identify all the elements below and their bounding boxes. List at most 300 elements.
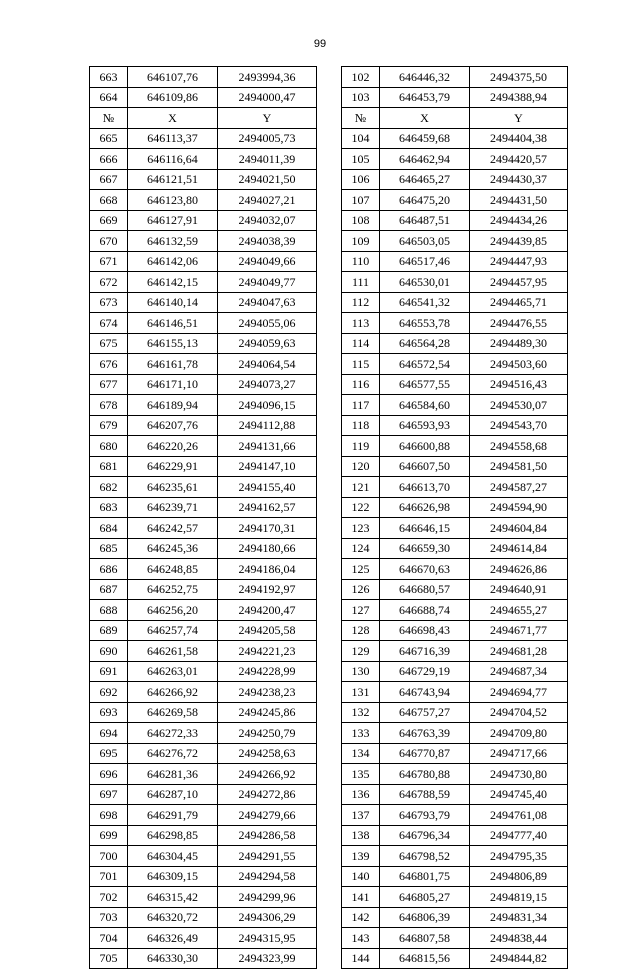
coord-x: 646793,79 [380, 805, 470, 826]
coord-x: 646146,51 [128, 313, 218, 334]
table-row [90, 579, 568, 600]
column-gap [317, 928, 342, 949]
column-gap [317, 825, 342, 846]
coord-x: 646161,78 [128, 354, 218, 375]
coord-x: 646475,20 [380, 190, 470, 211]
coord-y: 2494011,39 [218, 149, 317, 170]
coord-x: 646770,87 [380, 743, 470, 764]
point-number: 126 [342, 579, 380, 600]
point-number: 681 [90, 456, 128, 477]
coord-y: 2494170,31 [218, 518, 317, 539]
coord-x: 646517,46 [380, 251, 470, 272]
coord-y: 2494032,07 [218, 210, 317, 231]
table-row [90, 866, 568, 887]
coord-y: 2494831,34 [470, 907, 568, 928]
column-gap [317, 456, 342, 477]
coord-y: 2494503,60 [470, 354, 568, 375]
coord-y: 2494315,95 [218, 928, 317, 949]
column-gap [317, 108, 342, 129]
point-number: 142 [342, 907, 380, 928]
coord-x: 646659,30 [380, 538, 470, 559]
point-number: 103 [342, 87, 380, 108]
column-gap [317, 415, 342, 436]
point-number: 129 [342, 641, 380, 662]
coord-y: 2494294,58 [218, 866, 317, 887]
column-gap [317, 661, 342, 682]
column-gap [317, 518, 342, 539]
coord-y: 2494431,50 [470, 190, 568, 211]
table-row [90, 825, 568, 846]
coord-x: 646113,37 [128, 128, 218, 149]
column-gap [317, 169, 342, 190]
coord-y: 2494205,58 [218, 620, 317, 641]
coord-x: 646680,57 [380, 579, 470, 600]
point-number: 131 [342, 682, 380, 703]
header-row [90, 108, 568, 129]
table-row [90, 190, 568, 211]
coord-x: 646805,27 [380, 887, 470, 908]
coord-y: 2494245,86 [218, 702, 317, 723]
table-row [90, 887, 568, 908]
point-number: 691 [90, 661, 128, 682]
point-number: 119 [342, 436, 380, 457]
coord-y: 2494279,66 [218, 805, 317, 826]
header-y: Y [218, 108, 317, 129]
column-gap [317, 251, 342, 272]
point-number: 674 [90, 313, 128, 334]
coord-x: 646613,70 [380, 477, 470, 498]
table-row [90, 436, 568, 457]
coord-x: 646716,39 [380, 641, 470, 662]
coord-x: 646272,33 [128, 723, 218, 744]
coord-y: 2494258,63 [218, 743, 317, 764]
coord-y: 2494530,07 [470, 395, 568, 416]
coord-y: 2494795,35 [470, 846, 568, 867]
coord-x: 646309,15 [128, 866, 218, 887]
coord-x: 646171,10 [128, 374, 218, 395]
coord-x: 646801,75 [380, 866, 470, 887]
coord-y: 2494717,66 [470, 743, 568, 764]
coord-x: 646688,74 [380, 600, 470, 621]
coord-x: 646553,78 [380, 313, 470, 334]
point-number: 668 [90, 190, 128, 211]
coord-x: 646593,93 [380, 415, 470, 436]
point-number: 143 [342, 928, 380, 949]
point-number: 118 [342, 415, 380, 436]
column-gap [317, 559, 342, 580]
point-number: 124 [342, 538, 380, 559]
coord-y: 2494112,88 [218, 415, 317, 436]
table-row [90, 67, 568, 88]
coord-x: 646298,85 [128, 825, 218, 846]
coord-x: 646256,20 [128, 600, 218, 621]
coord-y: 2494375,50 [470, 67, 568, 88]
coord-y: 2494404,38 [470, 128, 568, 149]
coord-x: 646487,51 [380, 210, 470, 231]
coord-x: 646465,27 [380, 169, 470, 190]
coord-y: 2494594,90 [470, 497, 568, 518]
point-number: 123 [342, 518, 380, 539]
table-row [90, 682, 568, 703]
point-number: 108 [342, 210, 380, 231]
column-gap [317, 436, 342, 457]
coord-y: 2494005,73 [218, 128, 317, 149]
coord-y: 2494162,57 [218, 497, 317, 518]
coord-y: 2494200,47 [218, 600, 317, 621]
coord-y: 2494049,66 [218, 251, 317, 272]
point-number: 672 [90, 272, 128, 293]
table-row [90, 743, 568, 764]
table-row [90, 251, 568, 272]
table-row [90, 333, 568, 354]
column-gap [317, 149, 342, 170]
coord-y: 2494430,37 [470, 169, 568, 190]
coord-x: 646121,51 [128, 169, 218, 190]
point-number: 104 [342, 128, 380, 149]
point-number: 140 [342, 866, 380, 887]
column-gap [317, 231, 342, 252]
coord-y: 2494709,80 [470, 723, 568, 744]
coord-x: 646503,05 [380, 231, 470, 252]
coord-x: 646116,64 [128, 149, 218, 170]
coord-y: 2494587,27 [470, 477, 568, 498]
coord-y: 2494228,99 [218, 661, 317, 682]
point-number: 112 [342, 292, 380, 313]
point-number: 686 [90, 559, 128, 580]
coord-x: 646220,26 [128, 436, 218, 457]
coord-y: 2494777,40 [470, 825, 568, 846]
coord-y: 2494516,43 [470, 374, 568, 395]
coord-x: 646326,49 [128, 928, 218, 949]
coord-y: 2494221,23 [218, 641, 317, 662]
column-gap [317, 641, 342, 662]
table-row [90, 169, 568, 190]
point-number: 675 [90, 333, 128, 354]
point-number: 109 [342, 231, 380, 252]
coord-y: 2494761,08 [470, 805, 568, 826]
point-number: 704 [90, 928, 128, 949]
table-body [90, 128, 568, 969]
column-gap [317, 87, 342, 108]
coord-x: 646239,71 [128, 497, 218, 518]
table-row [90, 149, 568, 170]
coord-y: 2494730,80 [470, 764, 568, 785]
coord-y: 2494745,40 [470, 784, 568, 805]
point-number: 683 [90, 497, 128, 518]
point-number: 114 [342, 333, 380, 354]
point-number: 139 [342, 846, 380, 867]
coord-x: 646248,85 [128, 559, 218, 580]
coord-x: 646261,58 [128, 641, 218, 662]
coord-x: 646577,55 [380, 374, 470, 395]
table-row [90, 518, 568, 539]
coord-x: 646815,56 [380, 948, 470, 969]
column-gap [317, 538, 342, 559]
coord-x: 646807,58 [380, 928, 470, 949]
point-number: 695 [90, 743, 128, 764]
point-number: 692 [90, 682, 128, 703]
table-row [90, 292, 568, 313]
coord-y: 2494439,85 [470, 231, 568, 252]
coord-y: 2494306,29 [218, 907, 317, 928]
point-number: 685 [90, 538, 128, 559]
coord-x: 646796,34 [380, 825, 470, 846]
coord-y: 2493994,36 [218, 67, 317, 88]
coord-y: 2494447,93 [470, 251, 568, 272]
point-number: 664 [90, 87, 128, 108]
point-number: 682 [90, 477, 128, 498]
coord-x: 646763,39 [380, 723, 470, 744]
column-gap [317, 374, 342, 395]
point-number: 130 [342, 661, 380, 682]
coord-x: 646446,32 [380, 67, 470, 88]
column-gap [317, 907, 342, 928]
coord-y: 2494272,86 [218, 784, 317, 805]
coord-y: 2494681,28 [470, 641, 568, 662]
point-number: 680 [90, 436, 128, 457]
point-number: 701 [90, 866, 128, 887]
coord-x: 646155,13 [128, 333, 218, 354]
point-number: 688 [90, 600, 128, 621]
coord-y: 2494291,55 [218, 846, 317, 867]
column-gap [317, 190, 342, 211]
point-number: 703 [90, 907, 128, 928]
coord-y: 2494640,91 [470, 579, 568, 600]
point-number: 106 [342, 169, 380, 190]
table-row [90, 415, 568, 436]
page-number: 99 [313, 38, 327, 50]
point-number: 137 [342, 805, 380, 826]
point-number: 673 [90, 292, 128, 313]
coord-x: 646107,76 [128, 67, 218, 88]
header-x: X [128, 108, 218, 129]
table-row [90, 354, 568, 375]
point-number: 134 [342, 743, 380, 764]
coord-x: 646541,32 [380, 292, 470, 313]
column-gap [317, 723, 342, 744]
point-number: 105 [342, 149, 380, 170]
coord-y: 2494059,63 [218, 333, 317, 354]
column-gap [317, 682, 342, 703]
point-number: 136 [342, 784, 380, 805]
coordinates-table [89, 66, 568, 969]
point-number: 133 [342, 723, 380, 744]
coord-y: 2494626,86 [470, 559, 568, 580]
coord-y: 2494073,27 [218, 374, 317, 395]
coord-y: 2494420,57 [470, 149, 568, 170]
column-gap [317, 620, 342, 641]
coord-y: 2494180,66 [218, 538, 317, 559]
point-number: 670 [90, 231, 128, 252]
table-row [90, 374, 568, 395]
column-gap [317, 313, 342, 334]
coord-y: 2494047,63 [218, 292, 317, 313]
coord-x: 646530,01 [380, 272, 470, 293]
point-number: 671 [90, 251, 128, 272]
coord-y: 2494655,27 [470, 600, 568, 621]
coord-y: 2494155,40 [218, 477, 317, 498]
table-row [90, 87, 568, 108]
point-number: 132 [342, 702, 380, 723]
table-row [90, 723, 568, 744]
coord-x: 646798,52 [380, 846, 470, 867]
coord-y: 2494055,06 [218, 313, 317, 334]
coord-y: 2494671,77 [470, 620, 568, 641]
coord-x: 646142,06 [128, 251, 218, 272]
point-number: 116 [342, 374, 380, 395]
point-number: 666 [90, 149, 128, 170]
coord-y: 2494186,04 [218, 559, 317, 580]
coord-y: 2494465,71 [470, 292, 568, 313]
coord-x: 646276,72 [128, 743, 218, 764]
header-x: X [380, 108, 470, 129]
point-number: 138 [342, 825, 380, 846]
coord-y: 2494388,94 [470, 87, 568, 108]
table-row [90, 620, 568, 641]
table-row [90, 477, 568, 498]
coord-x: 646257,74 [128, 620, 218, 641]
point-number: 679 [90, 415, 128, 436]
coord-y: 2494704,52 [470, 702, 568, 723]
table-header [90, 108, 568, 129]
table-row [90, 928, 568, 949]
coord-y: 2494819,15 [470, 887, 568, 908]
coord-x: 646698,43 [380, 620, 470, 641]
coord-x: 646266,92 [128, 682, 218, 703]
coord-x: 646315,42 [128, 887, 218, 908]
coord-y: 2494049,77 [218, 272, 317, 293]
coord-y: 2494558,68 [470, 436, 568, 457]
point-number: 663 [90, 67, 128, 88]
column-gap [317, 354, 342, 375]
coord-x: 646626,98 [380, 497, 470, 518]
table-row [90, 661, 568, 682]
coord-x: 646269,58 [128, 702, 218, 723]
table-row [90, 764, 568, 785]
coord-y: 2494147,10 [218, 456, 317, 477]
column-gap [317, 333, 342, 354]
table-row [90, 805, 568, 826]
column-gap [317, 784, 342, 805]
coord-x: 646757,27 [380, 702, 470, 723]
column-gap [317, 210, 342, 231]
coord-x: 646806,39 [380, 907, 470, 928]
coord-x: 646320,72 [128, 907, 218, 928]
coord-x: 646788,59 [380, 784, 470, 805]
coord-y: 2494266,92 [218, 764, 317, 785]
coord-y: 2494038,39 [218, 231, 317, 252]
coord-y: 2494096,15 [218, 395, 317, 416]
coord-x: 646600,88 [380, 436, 470, 457]
table-row [90, 272, 568, 293]
point-number: 113 [342, 313, 380, 334]
coord-y: 2494844,82 [470, 948, 568, 969]
table-row [90, 538, 568, 559]
coord-x: 646287,10 [128, 784, 218, 805]
coord-x: 646123,80 [128, 190, 218, 211]
point-number: 702 [90, 887, 128, 908]
point-number: 687 [90, 579, 128, 600]
point-number: 111 [342, 272, 380, 293]
coord-x: 646607,50 [380, 456, 470, 477]
point-number: 120 [342, 456, 380, 477]
column-gap [317, 743, 342, 764]
table-row [90, 641, 568, 662]
coord-x: 646281,36 [128, 764, 218, 785]
coord-y: 2494021,50 [218, 169, 317, 190]
coord-y: 2494604,84 [470, 518, 568, 539]
table-row [90, 784, 568, 805]
coord-x: 646304,45 [128, 846, 218, 867]
point-number: 102 [342, 67, 380, 88]
point-number: 110 [342, 251, 380, 272]
column-gap [317, 887, 342, 908]
coord-y: 2494614,84 [470, 538, 568, 559]
point-number: 693 [90, 702, 128, 723]
column-gap [317, 600, 342, 621]
coord-x: 646564,28 [380, 333, 470, 354]
table-row [90, 907, 568, 928]
column-gap [317, 272, 342, 293]
column-gap [317, 846, 342, 867]
coord-y: 2494838,44 [470, 928, 568, 949]
column-gap [317, 292, 342, 313]
point-number: 684 [90, 518, 128, 539]
point-number: 144 [342, 948, 380, 969]
point-number: 676 [90, 354, 128, 375]
coord-x: 646235,61 [128, 477, 218, 498]
coord-y: 2494806,89 [470, 866, 568, 887]
coord-y: 2494299,96 [218, 887, 317, 908]
header-y: Y [470, 108, 568, 129]
column-gap [317, 497, 342, 518]
coord-x: 646743,94 [380, 682, 470, 703]
coord-y: 2494250,79 [218, 723, 317, 744]
coord-y: 2494489,30 [470, 333, 568, 354]
column-gap [317, 702, 342, 723]
table-row [90, 456, 568, 477]
coord-x: 646242,57 [128, 518, 218, 539]
table-row [90, 702, 568, 723]
column-gap [317, 764, 342, 785]
coord-x: 646453,79 [380, 87, 470, 108]
column-gap [317, 866, 342, 887]
coord-y: 2494434,26 [470, 210, 568, 231]
coord-y: 2494027,21 [218, 190, 317, 211]
coord-x: 646109,86 [128, 87, 218, 108]
table-row [90, 846, 568, 867]
table-row [90, 948, 568, 969]
table-row [90, 128, 568, 149]
coord-x: 646330,30 [128, 948, 218, 969]
coord-x: 646189,94 [128, 395, 218, 416]
point-number: 122 [342, 497, 380, 518]
point-number: 667 [90, 169, 128, 190]
point-number: 135 [342, 764, 380, 785]
coord-x: 646252,75 [128, 579, 218, 600]
column-gap [317, 67, 342, 88]
point-number: 125 [342, 559, 380, 580]
table-row [90, 210, 568, 231]
coord-y: 2494238,23 [218, 682, 317, 703]
table-row [90, 497, 568, 518]
point-number: 128 [342, 620, 380, 641]
table-row [90, 600, 568, 621]
point-number: 696 [90, 764, 128, 785]
coord-x: 646229,91 [128, 456, 218, 477]
coord-x: 646263,01 [128, 661, 218, 682]
coord-y: 2494543,70 [470, 415, 568, 436]
